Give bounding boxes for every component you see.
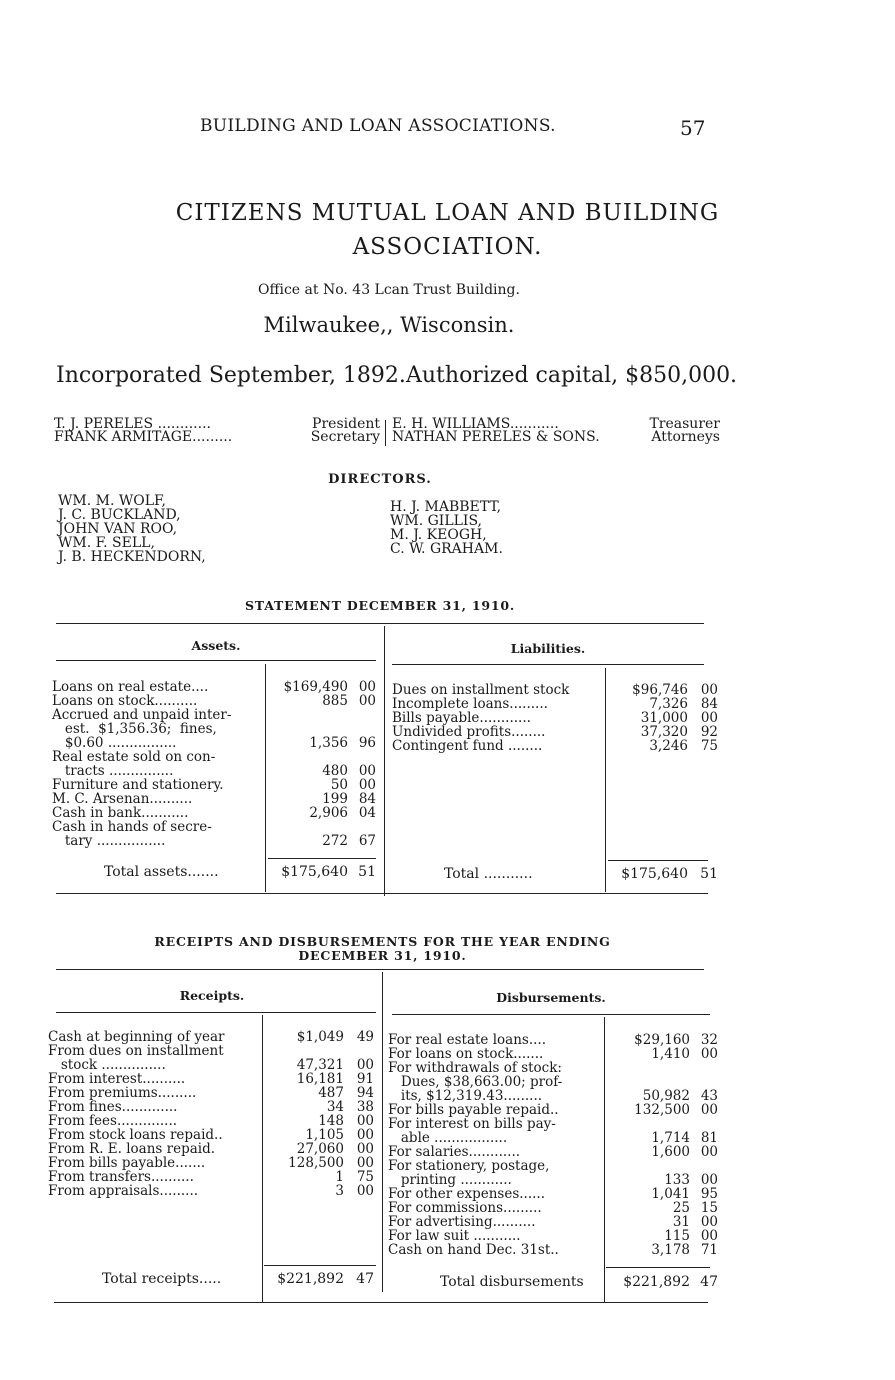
row-dollars: 3,178	[651, 1242, 690, 1258]
total-assets-dollars: $175,640	[281, 864, 348, 880]
officers-right	[392, 418, 720, 444]
row-cents: 71	[700, 1242, 718, 1258]
row-label: From fines.............	[48, 1099, 178, 1115]
director-name: JOHN VAN ROO,	[58, 521, 178, 537]
row-cents: 32	[700, 1032, 718, 1048]
table-row	[52, 680, 382, 694]
table-row	[48, 1170, 378, 1184]
officer-row	[54, 431, 380, 444]
row-dollars: 7,326	[649, 696, 688, 712]
row-dollars: 27,060	[296, 1141, 344, 1157]
row-label: For salaries............	[388, 1144, 521, 1160]
row-cents: 00	[700, 682, 718, 698]
receipts-bottom-rule	[54, 1302, 708, 1303]
officer-name: E. H. WILLIAMS...........	[392, 416, 559, 432]
page-number: 57	[680, 116, 706, 140]
row-cents: 15	[700, 1200, 718, 1216]
row-dollars: 115	[664, 1228, 690, 1244]
row-dollars: 2,906	[309, 805, 348, 821]
row-label: Undivided profits........	[392, 724, 546, 740]
table-row	[48, 1030, 378, 1044]
row-cents: 04	[358, 805, 376, 821]
table-row	[48, 1044, 378, 1058]
disbursements-col-heading: Disbursements.	[496, 990, 606, 1005]
disbursements-table	[388, 1032, 718, 1258]
row-label: For loans on stock.......	[388, 1046, 544, 1062]
row-label: For commissions.........	[388, 1200, 542, 1216]
officer-role: Secretary	[310, 429, 380, 445]
director-name: WM. F. SELL,	[58, 535, 155, 551]
row-cents: 95	[700, 1186, 718, 1202]
table-row	[388, 1242, 718, 1258]
row-label: M. C. Arsenan..........	[52, 791, 193, 807]
row-label: From appraisals.........	[48, 1183, 199, 1199]
table-row	[52, 722, 382, 736]
row-cents: 00	[700, 1228, 718, 1244]
row-dollars: $1,049	[296, 1029, 344, 1045]
row-label: For real estate loans....	[388, 1032, 546, 1048]
row-dollars: 16,181	[296, 1071, 344, 1087]
table-row	[392, 725, 718, 739]
total-disbursements-label: Total disbursements	[440, 1274, 584, 1290]
table-row	[48, 1184, 378, 1198]
table-row	[392, 739, 718, 753]
row-cents: 00	[700, 1144, 718, 1160]
table-row	[388, 1130, 718, 1146]
statement-top-rule	[56, 623, 704, 624]
row-dollars: $29,160	[634, 1032, 690, 1048]
receipts-head-rule	[56, 1012, 376, 1013]
table-row	[388, 1075, 714, 1089]
table-row	[48, 1100, 378, 1114]
row-cents: 00	[358, 693, 376, 709]
receipts-col-heading: Receipts.	[179, 988, 245, 1003]
row-label: tracts ...............	[52, 763, 174, 779]
statement-heading: STATEMENT DECEMBER 31, 1910.	[244, 598, 516, 613]
association-title-line2: ASSOCIATION.	[352, 234, 543, 260]
row-label: Accrued and unpaid inter-	[52, 707, 232, 723]
row-cents: 00	[358, 777, 376, 793]
row-dollars: 1,041	[651, 1186, 690, 1202]
assets-table	[52, 680, 382, 848]
row-cents: 49	[356, 1029, 374, 1045]
row-label: stock ...............	[48, 1057, 166, 1073]
total-liabilities-dollars: $175,640	[621, 866, 688, 882]
liabilities-total-rule	[608, 860, 708, 861]
row-label: From fees..............	[48, 1113, 178, 1129]
row-label: From transfers..........	[48, 1169, 194, 1185]
director-name: M. J. KEOGH,	[390, 527, 487, 543]
row-dollars: 3,246	[649, 738, 688, 754]
assets-heading: Assets.	[191, 638, 241, 653]
table-row	[388, 1186, 718, 1202]
liabilities-table	[392, 683, 718, 753]
assets-total-rule	[268, 858, 376, 859]
row-dollars: $96,746	[632, 682, 688, 698]
officer-role: Treasurer	[649, 416, 720, 432]
directors-heading: DIRECTORS.	[328, 472, 432, 487]
row-label: For law suit ...........	[388, 1228, 521, 1244]
row-cents: 00	[356, 1183, 374, 1199]
officer-name: FRANK ARMITAGE.........	[54, 429, 233, 445]
row-label: Cash at beginning of year	[48, 1029, 225, 1045]
receipts-heading-line1: RECEIPTS AND DISBURSEMENTS FOR THE YEAR ENDING	[154, 934, 611, 949]
row-label: Dues, $38,663.00; prof-	[388, 1074, 563, 1090]
table-row	[52, 750, 382, 764]
row-label: From stock loans repaid..	[48, 1127, 223, 1143]
row-dollars: 199	[322, 791, 348, 807]
table-row	[48, 1156, 378, 1170]
row-label: From interest..........	[48, 1071, 186, 1087]
row-cents: 00	[356, 1155, 374, 1171]
row-dollars: 25	[672, 1200, 690, 1216]
row-dollars: 50,982	[642, 1088, 690, 1104]
director-name: WM. GILLIS,	[390, 513, 483, 529]
row-label: For withdrawals of stock:	[388, 1060, 562, 1076]
total-receipts-dollars: $221,892	[277, 1271, 344, 1287]
total-assets-cents: 51	[358, 864, 376, 880]
directors-right	[390, 500, 503, 556]
statement-bottom-rule	[56, 893, 708, 894]
table-row	[388, 1214, 718, 1230]
officer-role: Attorneys	[651, 429, 720, 445]
row-label: Cash on hand Dec. 31st..	[388, 1242, 559, 1258]
director-name: WM. M. WOLF,	[58, 493, 167, 509]
disbursements-total-rule	[606, 1267, 710, 1268]
table-row	[392, 711, 718, 725]
receipts-top-rule	[56, 969, 704, 970]
assets-head-rule	[56, 660, 376, 661]
row-label: tary ................	[52, 833, 166, 849]
total-receipts-label: Total receipts.....	[102, 1271, 222, 1287]
table-row	[48, 1128, 378, 1142]
total-assets-label: Total assets.......	[104, 864, 219, 880]
receipts-total-rule	[264, 1265, 376, 1266]
total-disbursements-dollars: $221,892	[623, 1274, 690, 1290]
row-label: For stationery, postage,	[388, 1158, 550, 1174]
row-cents: 00	[700, 1172, 718, 1188]
table-row	[52, 792, 382, 806]
receipts-heading-line2: DECEMBER 31, 1910.	[298, 948, 467, 963]
table-row	[48, 1114, 378, 1128]
row-cents: 00	[358, 763, 376, 779]
table-row	[392, 683, 718, 697]
table-row	[388, 1046, 718, 1062]
table-row	[52, 694, 382, 708]
director-name: H. J. MABBETT,	[390, 499, 502, 515]
row-cents: 92	[700, 724, 718, 740]
row-label: its, $12,319.43.........	[388, 1088, 543, 1104]
row-cents: 84	[700, 696, 718, 712]
row-label: For advertising..........	[388, 1214, 536, 1230]
director-name: J. B. HECKENDORN,	[58, 549, 206, 565]
director-name: C. W. GRAHAM.	[390, 541, 503, 557]
row-cents: 00	[358, 679, 376, 695]
row-dollars: 1,356	[309, 735, 348, 751]
total-receipts-cents: 47	[356, 1271, 374, 1287]
disbursements-head-rule	[392, 1014, 710, 1015]
officers-left	[54, 418, 380, 444]
row-label: printing ............	[388, 1172, 512, 1188]
row-cents: 43	[700, 1088, 718, 1104]
directors-left	[58, 494, 206, 564]
office-address: Office at No. 43 Lcan Trust Building.	[258, 282, 520, 298]
table-row	[48, 1058, 378, 1072]
table-row	[388, 1032, 718, 1048]
row-dollars: 1,714	[651, 1130, 690, 1146]
city: Milwaukee,, Wisconsin.	[263, 313, 515, 337]
row-label: Contingent fund ........	[392, 738, 543, 754]
statement-center-divider	[384, 626, 385, 896]
row-dollars: 885	[322, 693, 348, 709]
officer-role: President	[312, 416, 380, 432]
row-cents: 00	[700, 1214, 718, 1230]
row-cents: 81	[700, 1130, 718, 1146]
table-row	[48, 1086, 378, 1100]
row-dollars: 132,500	[634, 1102, 690, 1118]
row-dollars: 1	[335, 1169, 344, 1185]
row-label: From bills payable.......	[48, 1155, 206, 1171]
row-cents: 96	[358, 735, 376, 751]
table-row	[52, 806, 382, 820]
row-dollars: 34	[326, 1099, 344, 1115]
table-row	[388, 1172, 718, 1188]
row-dollars: 50	[330, 777, 348, 793]
table-row	[48, 1072, 378, 1086]
row-dollars: 148	[318, 1113, 344, 1129]
row-label: Incomplete loans.........	[392, 696, 548, 712]
row-cents: 00	[356, 1127, 374, 1143]
row-label: Loans on stock..........	[52, 693, 198, 709]
row-label: Loans on real estate....	[52, 679, 209, 695]
row-label: From R. E. loans repaid.	[48, 1141, 216, 1157]
table-row	[392, 697, 718, 711]
row-dollars: $169,490	[283, 679, 348, 695]
receipts-table	[48, 1030, 378, 1198]
row-label: For other expenses......	[388, 1186, 546, 1202]
row-label: Furniture and stationery.	[52, 777, 224, 793]
row-dollars: 31	[672, 1214, 690, 1230]
row-dollars: 3	[335, 1183, 344, 1199]
row-dollars: 128,500	[288, 1155, 344, 1171]
row-label: For bills payable repaid..	[388, 1102, 559, 1118]
row-dollars: 1,105	[305, 1127, 344, 1143]
total-liabilities-label: Total ...........	[444, 866, 533, 882]
authorized-capital: Authorized capital, $850,000.	[406, 363, 738, 388]
row-cents: 00	[700, 1046, 718, 1062]
table-row	[52, 764, 382, 778]
row-cents: 00	[356, 1113, 374, 1129]
table-row	[52, 736, 382, 750]
table-row	[388, 1102, 718, 1118]
row-label: Dues on installment stock	[392, 682, 570, 698]
table-row	[52, 778, 382, 792]
row-dollars: 47,321	[296, 1057, 344, 1073]
row-cents: 00	[356, 1141, 374, 1157]
row-label: Cash in bank...........	[52, 805, 189, 821]
officer-row	[392, 431, 720, 444]
row-cents: 91	[356, 1071, 374, 1087]
table-row	[388, 1144, 718, 1160]
row-dollars: 480	[322, 763, 348, 779]
row-cents: 94	[356, 1085, 374, 1101]
row-dollars: 37,320	[640, 724, 688, 740]
row-cents: 00	[356, 1057, 374, 1073]
row-label: From premiums.........	[48, 1085, 197, 1101]
association-title-line1: CITIZENS MUTUAL LOAN AND BUILDING	[175, 200, 720, 226]
row-label: Cash in hands of secre-	[52, 819, 212, 835]
row-dollars: 31,000	[640, 710, 688, 726]
row-cents: 38	[356, 1099, 374, 1115]
row-label: From dues on installment	[48, 1043, 224, 1059]
row-label: est. $1,356.36; fines,	[52, 721, 217, 737]
table-row	[388, 1061, 714, 1075]
row-cents: 75	[700, 738, 718, 754]
row-label: For interest on bills pay-	[388, 1116, 556, 1132]
table-row	[52, 834, 382, 848]
row-label: Bills payable............	[392, 710, 531, 726]
row-cents: 84	[358, 791, 376, 807]
row-cents: 00	[700, 710, 718, 726]
row-dollars: 272	[322, 833, 348, 849]
receipts-center-divider	[382, 972, 383, 1292]
row-cents: 67	[358, 833, 376, 849]
table-row	[48, 1142, 378, 1156]
table-row	[388, 1200, 718, 1216]
row-dollars: 1,600	[651, 1144, 690, 1160]
row-label: able .................	[388, 1130, 508, 1146]
incorporated-date: Incorporated September, 1892.	[56, 363, 406, 388]
liabilities-head-rule	[392, 664, 704, 665]
table-row	[388, 1088, 718, 1104]
row-cents: 00	[700, 1102, 718, 1118]
total-liabilities-cents: 51	[700, 866, 718, 882]
officer-name: T. J. PERELES ............	[54, 416, 211, 432]
officer-name: NATHAN PERELES & SONS.	[392, 429, 600, 445]
row-dollars: 487	[318, 1085, 344, 1101]
row-cents: 75	[356, 1169, 374, 1185]
table-row	[388, 1117, 714, 1131]
running-title: BUILDING AND LOAN ASSOCIATIONS.	[200, 116, 556, 136]
table-row	[388, 1159, 714, 1173]
row-label: $0.60 ................	[52, 735, 177, 751]
liabilities-heading: Liabilities.	[510, 641, 586, 656]
row-label: Real estate sold on con-	[52, 749, 216, 765]
row-dollars: 1,410	[651, 1046, 690, 1062]
row-dollars: 133	[664, 1172, 690, 1188]
total-disbursements-cents: 47	[700, 1274, 718, 1290]
director-name: J. C. BUCKLAND,	[58, 507, 181, 523]
officers-divider	[385, 420, 386, 446]
table-row	[52, 708, 382, 722]
table-row	[52, 820, 382, 834]
table-row	[388, 1228, 718, 1244]
